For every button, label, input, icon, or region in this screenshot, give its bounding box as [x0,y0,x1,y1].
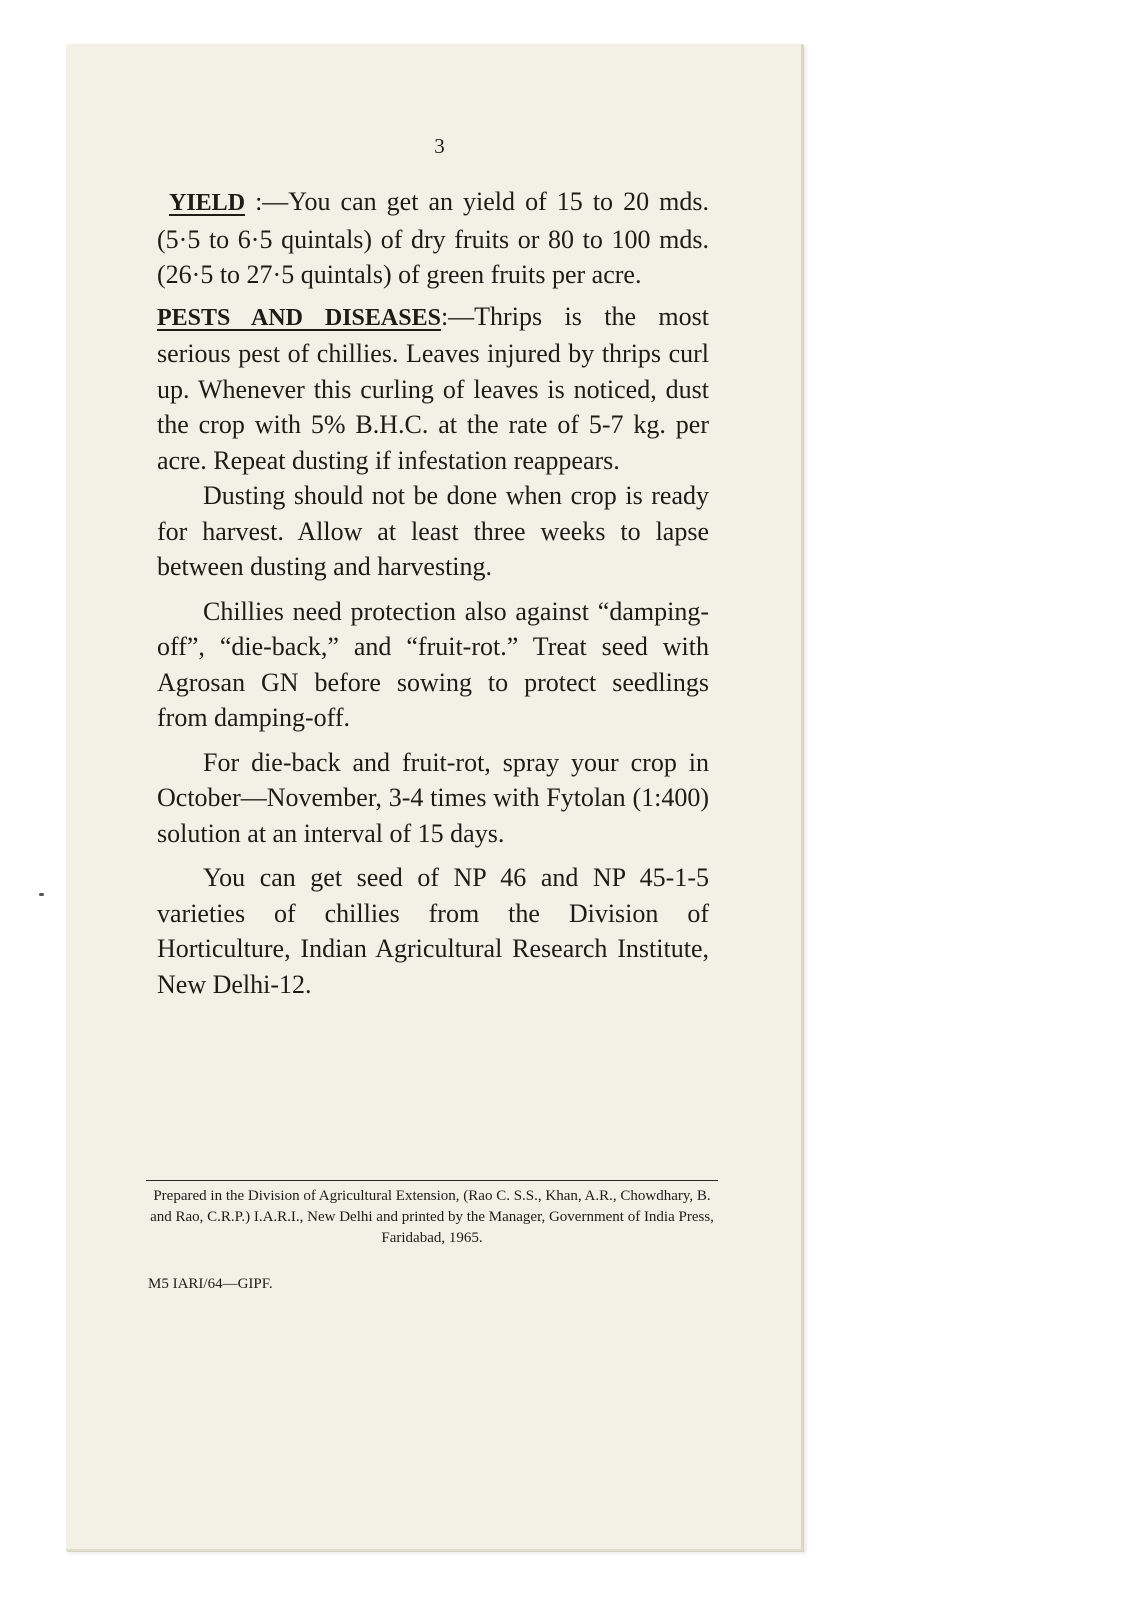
scan-speck [39,893,44,896]
yield-text: :—You can get an yield of 15 to 20 mds. (5·5 to 6·5 quintals) of dry fruits or 80 to 100 mds. (26·5 to 27·5 quintals) of green fruits per acre. [157,187,709,289]
pests-text: :—Thrips is the most serious pest of chillies. Leaves injured by thrips curl up. Whenever this curling of leaves is noticed, dust the crop with 5% B.H.C. at the rate of 5-7 kg. per acre. Repeat dusting if infestation reappears. [157,301,709,475]
spray-paragraph: For die-back and fruit-rot, spray your crop in October—November, 3-4 times with Fytolan (1:400) solution at an interval of 15 days. [157,747,709,848]
leaflet-page [66,44,803,1551]
yield-heading: YIELD [169,190,246,216]
leaflet-body [157,184,709,1002]
yield-paragraph [157,184,709,293]
footer-divider [146,1180,718,1181]
page-number: 3 [434,134,445,158]
imprint-text: Prepared in the Division of Agricultural Extension, (Rao C. S.S., Khan, A.R., Chowdhary, B. and Rao, C.R.P.) I.A.R.I., New Delhi and printed by the Manager, Government of India Press, Faridabad, 1965. [150,1188,714,1246]
seed-source-paragraph: You can get seed of NP 46 and NP 45-1-5 varieties of chillies from the Division of Horticulture, Indian Agricultural Research Institute, New Delhi-12. [157,863,709,999]
dusting-paragraph: Dusting should not be done when crop is ready for harvest. Allow at least three weeks to lapse between dusting and harvesting. [157,481,709,581]
pests-heading: PESTS AND DISEASES [157,304,441,331]
protection-paragraph: Chillies need protection also against “damping-off”, “die-back,” and “fruit-rot.” Treat seed with Agrosan GN before sowing to protect seedlings from damping-off. [157,596,709,732]
print-code: M5 IARI/64—GIPF. [148,1276,273,1292]
pests-paragraph [157,299,709,479]
